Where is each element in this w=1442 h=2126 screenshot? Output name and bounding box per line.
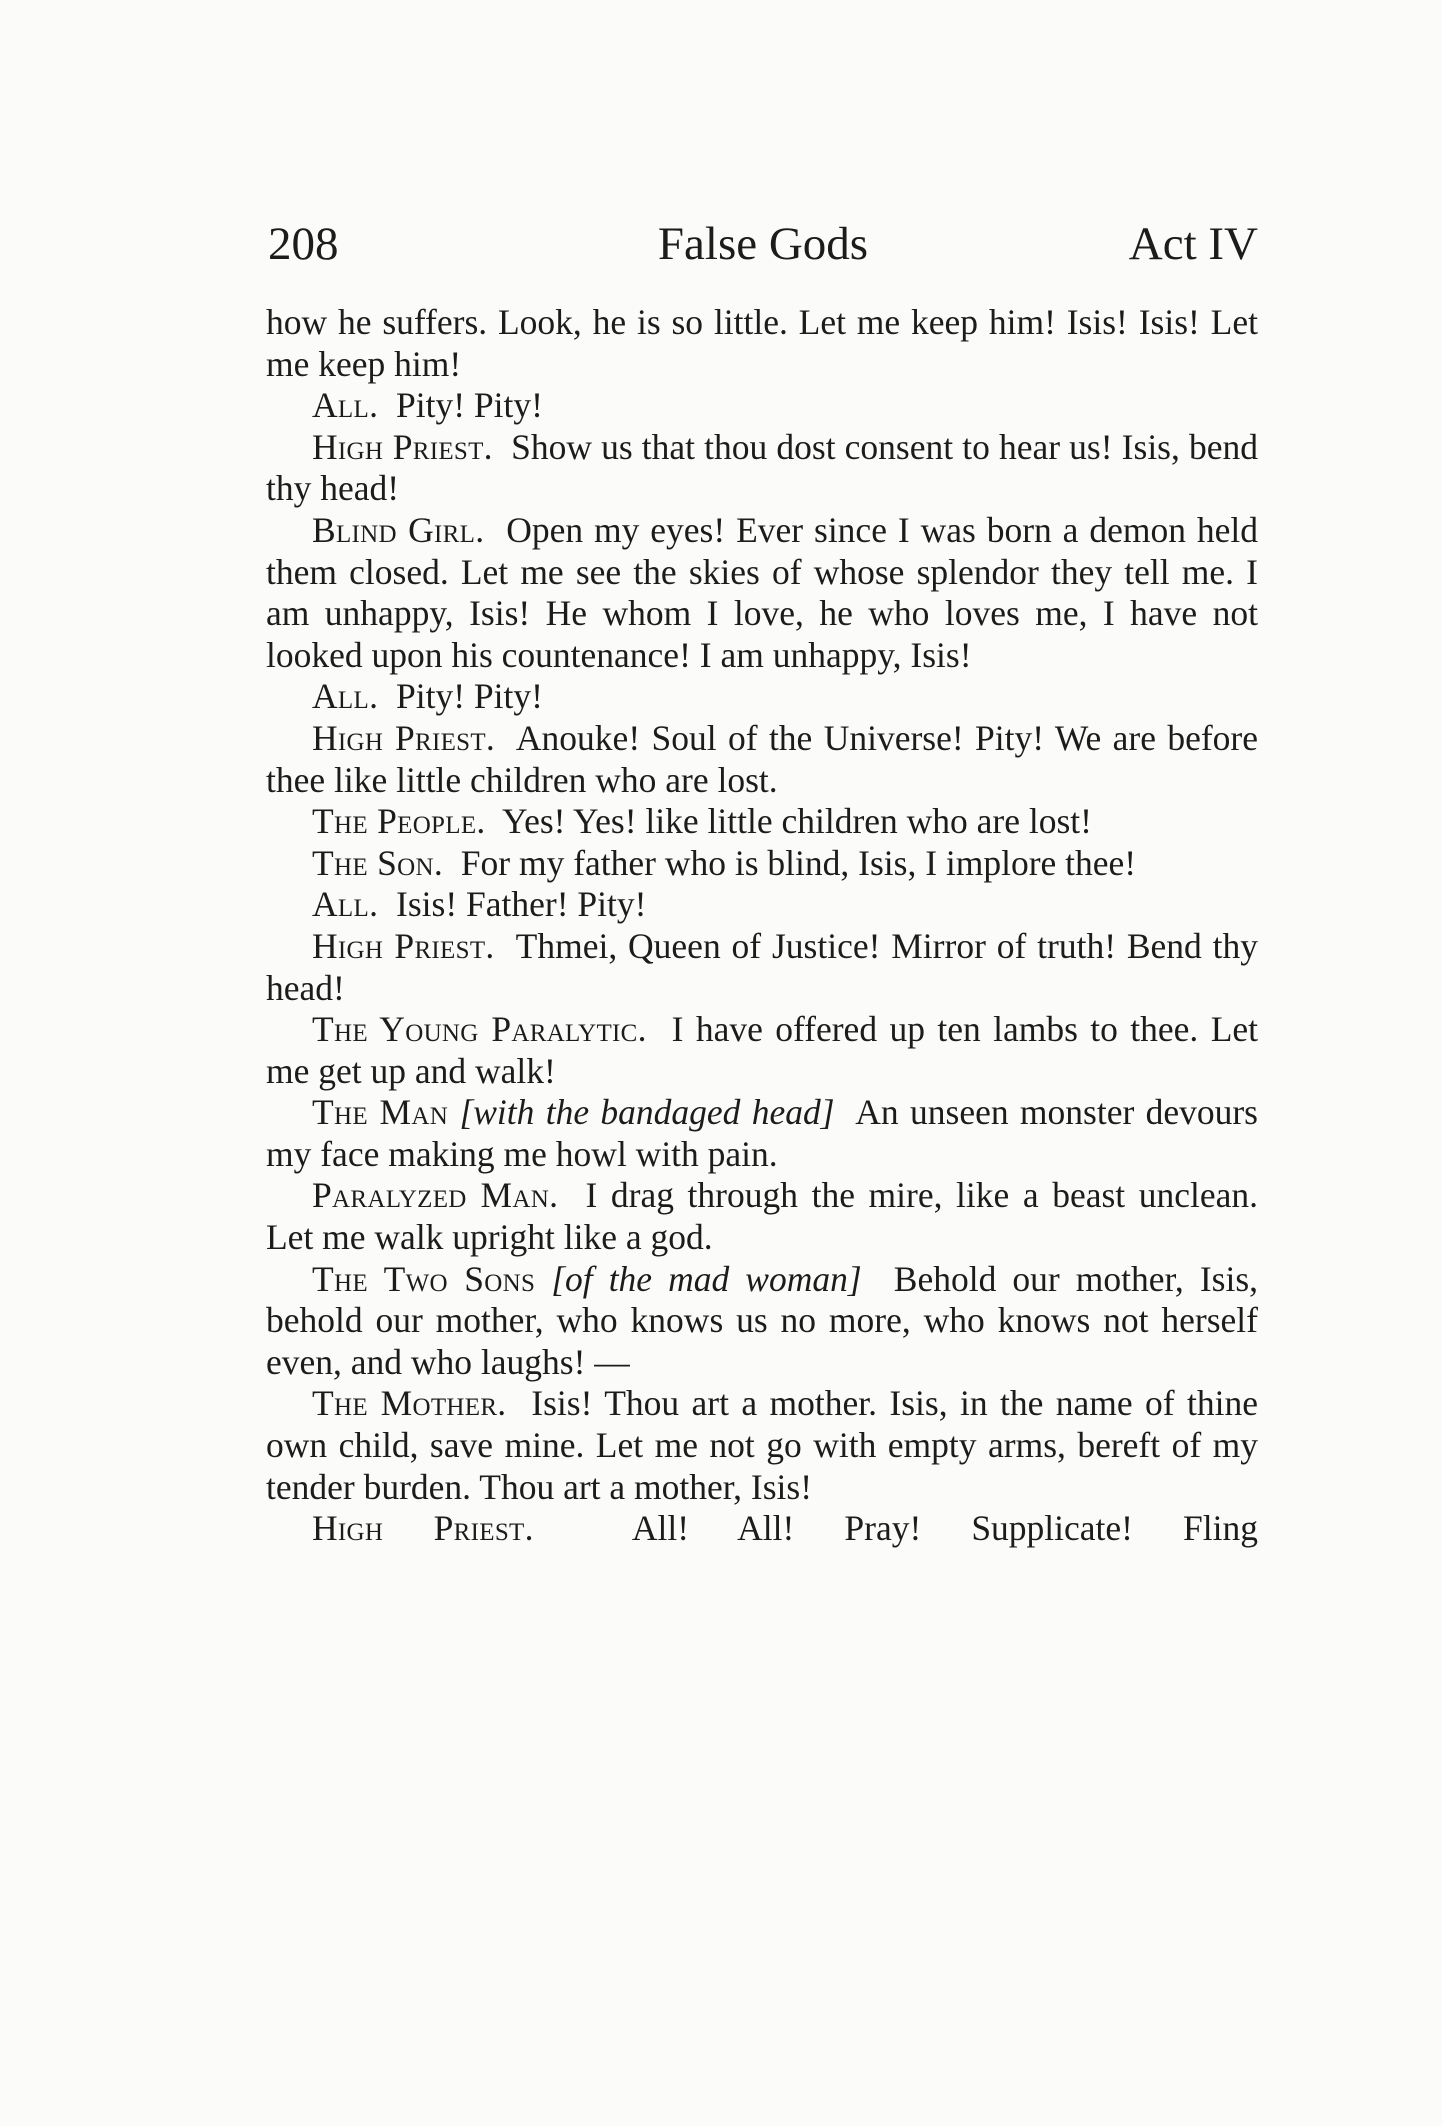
speaker-name: High Priest. [312,717,496,758]
speaker-name: The Son. [312,842,444,883]
line-text: Thmei, Queen of Justice! Mirror of truth! Bend thy head! [266,925,1259,1008]
line-text: An unseen monster devours my face making me howl with pain. [266,1092,1259,1174]
dialogue-line [266,801,1258,843]
speaker-name: The People. [312,801,486,842]
dialogue-line [266,427,1258,510]
stage-direction: [with the bandaged head] [459,1092,835,1133]
speaker-name: High Priest. [312,925,495,966]
dialogue-line [266,1259,1258,1384]
speaker-name: The Young Paralytic. [312,1009,647,1050]
speaker-name: The Man [312,1092,449,1133]
dialogue-line [266,510,1258,676]
stage-direction: [of the mad woman] [551,1258,862,1299]
dialogue-line [266,676,1258,718]
line-text: Show us that thou dost consent to hear us! Isis, bend thy head! [266,426,1258,509]
act-label: Act IV [1128,218,1258,270]
dialogue-line [266,1175,1258,1258]
speaker-name: Paralyzed Man. [312,1175,559,1216]
speaker-name: All. [312,676,379,717]
speaker-name: Blind Girl. [312,509,485,550]
speaker-name: All. [312,385,379,426]
line-text: I have offered up ten lambs to thee. Let me get up and walk! [266,1009,1258,1091]
dialogue-line [266,843,1258,885]
line-text: All! All! Pray! Supplicate! Fling [631,1508,1258,1549]
dialogue-line [266,718,1258,801]
line-text: Anouke! Soul of the Universe! Pity! We are before thee like little children who are lost. [266,717,1258,800]
dialogue-line [266,1508,1258,1550]
dialogue-line [266,385,1258,427]
running-title: False Gods [657,218,869,270]
dialogue-line [266,884,1258,926]
continued-line [266,302,1258,385]
line-text: Open my eyes! Ever since I was born a demon held them closed. Let me see the skies of whose splendor they tell me. I am unhappy, Isis! He whom I love, he who loves me, I have not looked upon his countenance! I am unhappy, Isis! [266,509,1258,675]
line-text: For my father who is blind, Isis, I implore thee! [460,842,1137,883]
speaker-name: High Priest. [312,1508,534,1549]
speaker-name: The Mother. [312,1383,507,1424]
line-text: how he suffers. Look, he is so little. Let me keep him! Isis! Isis! Let me keep him! [266,302,1258,384]
line-text: Yes! Yes! like little children who are lost! [502,801,1092,842]
play-text [266,302,1258,1550]
line-text: Pity! Pity! [396,385,543,426]
speaker-name: All. [312,884,379,925]
running-header [268,214,1258,274]
dialogue-line [266,926,1258,1009]
speaker-name: The Two Sons [312,1258,536,1299]
line-text: Isis! Father! Pity! [396,884,647,925]
page-number: 208 [268,218,339,270]
dialogue-line [266,1383,1258,1508]
line-text: Behold our mother, Isis, behold our mother, who knows us no more, who knows not herself even, and who laughs! — [266,1258,1259,1382]
line-text: Isis! Thou art a mother. Isis, in the name of thine own child, save mine. Let me not go with empty arms, bereft of my tender burden. Thou art a mother, Isis! [266,1383,1259,1507]
dialogue-line [266,1009,1258,1092]
speaker-name: High Priest. [312,426,493,467]
line-text: I drag through the mire, like a beast unclean. Let me walk upright like a god. [266,1175,1259,1258]
line-text: Pity! Pity! [396,676,543,717]
dialogue-line [266,1092,1258,1175]
